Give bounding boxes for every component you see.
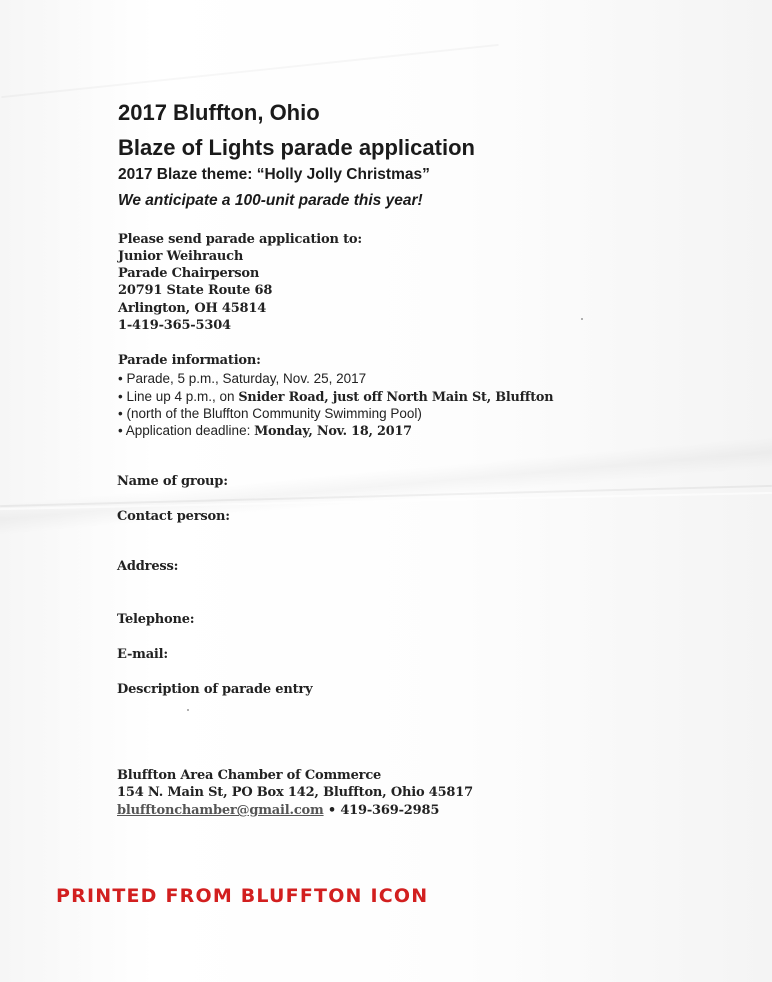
document-subtitle: Blaze of Lights parade application: [118, 135, 475, 160]
footer-contact: [117, 803, 439, 818]
lineup-text: • Line up 4 p.m., on: [118, 389, 239, 404]
deadline-label: • Application deadline:: [118, 423, 255, 438]
chair-city: Arlington, OH 45814: [118, 301, 267, 316]
parade-info-item: [118, 423, 412, 439]
field-telephone: Telephone:: [117, 612, 195, 627]
footer-address: 154 N. Main St, PO Box 142, Bluffton, Ohio 45817: [117, 785, 473, 800]
chair-phone: 1-419-365-5304: [118, 318, 231, 333]
footer-email-link[interactable]: blufftonchamber@gmail.com: [117, 803, 324, 818]
paper-speck: [581, 318, 583, 320]
chair-name: Junior Weihrauch: [118, 249, 244, 264]
field-address: Address:: [117, 559, 179, 574]
footer-org: Bluffton Area Chamber of Commerce: [117, 768, 382, 783]
chair-role: Parade Chairperson: [118, 266, 260, 281]
paper-crease: [1, 44, 498, 98]
paper-speck: [187, 709, 189, 711]
parade-info-label: Parade information:: [118, 353, 261, 368]
printed-from-stamp: PRINTED FROM BLUFFTON ICON: [56, 885, 429, 907]
field-name-of-group: Name of group:: [117, 474, 228, 489]
document-title: 2017 Bluffton, Ohio: [118, 100, 320, 125]
parade-info-item: • (north of the Bluffton Community Swimming Pool): [118, 406, 422, 421]
field-email: E-mail:: [117, 647, 168, 662]
field-description: Description of parade entry: [117, 682, 313, 697]
chair-street: 20791 State Route 68: [118, 283, 273, 298]
parade-info-item: • Parade, 5 p.m., Saturday, Nov. 25, 2017: [118, 371, 367, 386]
footer-phone: • 419-369-2985: [323, 803, 440, 818]
parade-info-item: [118, 389, 553, 405]
theme-line: 2017 Blaze theme: “Holly Jolly Christmas”: [118, 166, 430, 183]
lineup-location: Snider Road, just off North Main St, Bluffton: [238, 390, 554, 405]
field-contact-person: Contact person:: [117, 509, 230, 524]
deadline-date: Monday, Nov. 18, 2017: [254, 424, 412, 439]
send-to-label: Please send parade application to:: [118, 232, 362, 247]
anticipation-line: We anticipate a 100-unit parade this year!: [118, 192, 423, 209]
